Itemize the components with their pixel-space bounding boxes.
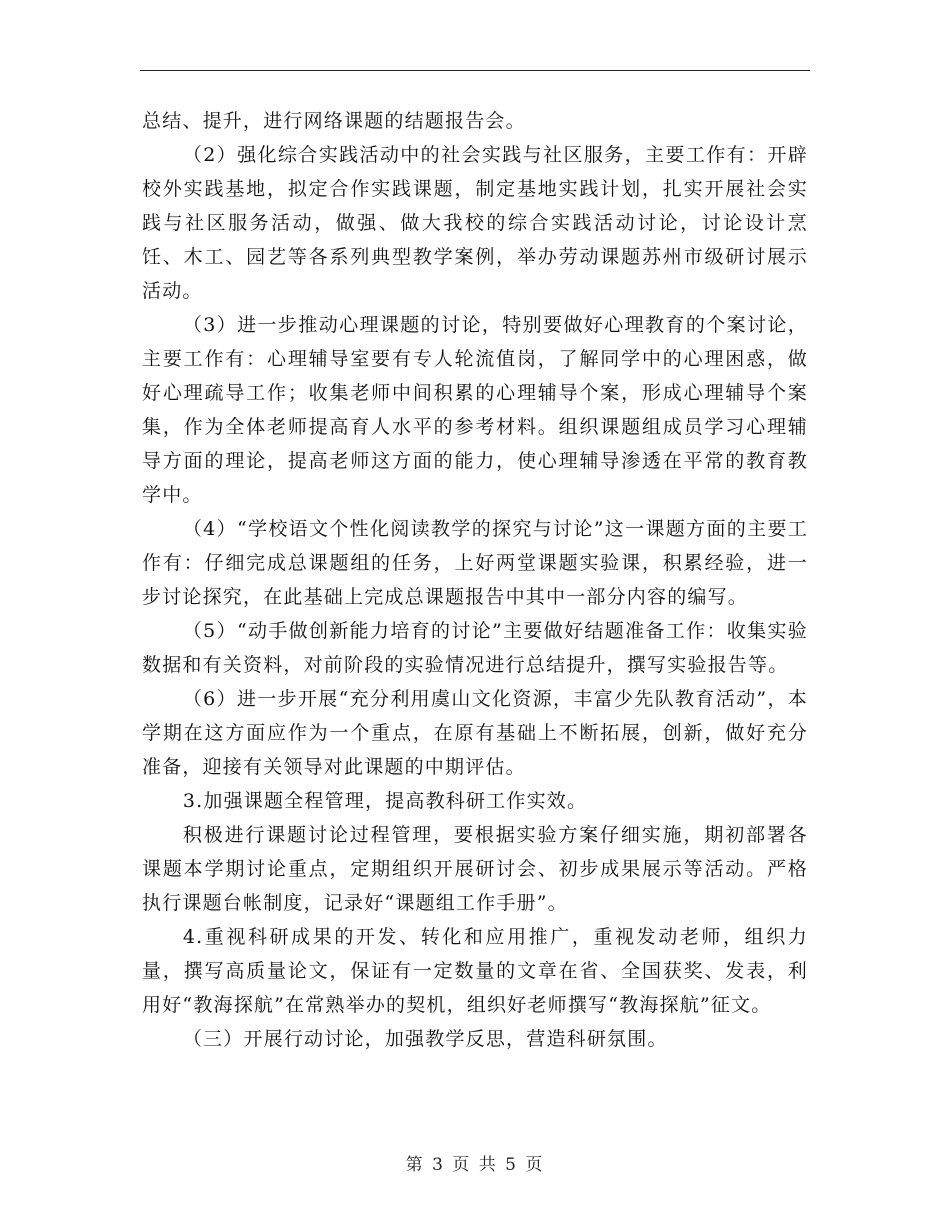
page-footer: 第 3 页 共 5 页 [405, 1155, 545, 1175]
paragraph-item-2: （2）强化综合实践活动中的社会实践与社区服务，主要工作有：开辟校外实践基地，拟定合作实践课题，制定基地实践计划，扎实开展社会实践与社区服务活动，做强、做大我校的综合实践活动讨论，讨论设计烹饪、木工、园艺等各系列典型教学案例，举办劳动课题苏州市级研讨展示活动。 [142, 144, 808, 302]
header-rule [140, 70, 810, 71]
paragraph-item-3: （3）进一步推动心理课题的讨论，特别要做好心理教育的个案讨论，主要工作有：心理辅导室要有专人轮流值岗，了解同学中的心理困惑，做好心理疏导工作；收集老师中间积累的心理辅导个案，形成心理辅导个案集，作为全体老师提高育人水平的参考材料。组织课题组成员学习心理辅导方面的理论，提高老师这方面的能力，使心理辅导渗透在平常的教育教学中。 [142, 314, 808, 506]
paragraph-item-5: （5）“动手做创新能力培育的讨论”主要做好结题准备工作：收集实验数据和有关资料，对前阶段的实验情况进行总结提升，撰写实验报告等。 [142, 620, 808, 676]
paragraph-item-6: （6）进一步开展“充分利用虞山文化资源，丰富少先队教育活动”，本学期在这方面应作为一个重点，在原有基础上不断拓展，创新，做好充分准备，迎接有关领导对此课题的中期评估。 [142, 688, 808, 778]
paragraph-item-4: （4）“学校语文个性化阅读教学的探究与讨论”这一课题方面的主要工作有：仔细完成总课题组的任务，上好两堂课题实验课，积累经验，进一步讨论探究，在此基础上完成总课题报告中其中一部分内容的编写。 [142, 518, 808, 608]
document-body [142, 104, 808, 1056]
section-heading-3: 3.加强课题全程管理，提高教科研工作实效。 [182, 790, 588, 812]
section-heading-three: （三）开展行动讨论，加强教学反思，营造科研氛围。 [182, 1028, 668, 1050]
paragraph-continuation: 总结、提升，进行网络课题的结题报告会。 [142, 110, 526, 132]
paragraph-process-management: 积极进行课题讨论过程管理，要根据实验方案仔细实施，期初部署各课题本学期讨论重点，定期组织开展研讨会、初步成果展示等活动。严格执行课题台帐制度，记录好“课题组工作手册”。 [142, 824, 808, 914]
section-heading-4: 4.重视科研成果的开发、转化和应用推广，重视发动老师，组织力量，撰写高质量论文，保证有一定数量的文章在省、全国获奖、发表，利用好“教海探航”在常熟举办的契机，组织好老师撰写“教海探航”征文。 [142, 926, 808, 1016]
